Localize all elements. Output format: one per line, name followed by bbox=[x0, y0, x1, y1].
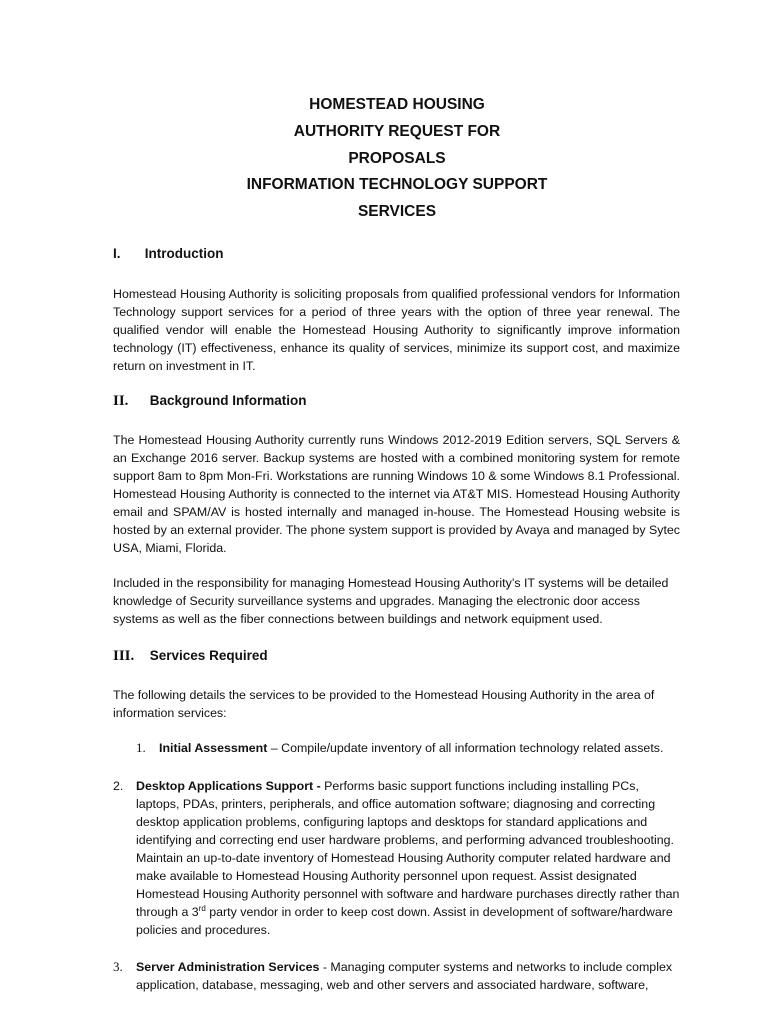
list-item-body bbox=[136, 777, 680, 939]
list-item-body bbox=[136, 958, 680, 994]
list-item bbox=[113, 777, 680, 939]
section-number: I. bbox=[113, 246, 121, 261]
background-paragraph-2: Included in the responsibility for managing Homestead Housing Authority’s IT systems will be detailed knowledge of Security surveillance systems and upgrades. Managing the electronic door access systems as well as the fiber connections between buildings and network equipment used. bbox=[113, 576, 669, 626]
list-item bbox=[136, 739, 696, 757]
list-item-title: Desktop Applications Support - bbox=[136, 779, 321, 793]
introduction-paragraph: Homestead Housing Authority is soliciting proposals from qualified professional vendors for Information Technology support services for a period of three years with the option of three year renewal. The qualified vendor will enable the Homestead Housing Authority to significantly improve information technology (IT) effectiveness, enhance its quality of services, minimize its support cost, and maximize return on investment in IT. bbox=[113, 287, 680, 373]
section-number: II. bbox=[113, 393, 129, 409]
list-item-title: Server Administration Services bbox=[136, 960, 320, 974]
section-title: Background Information bbox=[149, 393, 307, 408]
title-line-4: INFORMATION TECHNOLOGY SUPPORT bbox=[246, 176, 548, 194]
list-item bbox=[113, 958, 680, 994]
list-item-number: 2. bbox=[113, 779, 124, 793]
list-item-text: Performs basic support functions including installing PCs, laptops, PDAs, printers, peripherals, and office automation software; diagnosing and correcting desktop application problems, configuring laptops and desktops for standard applications and identifying and correcting end user hardware problems, and performing advanced troubleshooting. Maintain an up-to-date inventory of Homestead Housing Authority computer related hardware and make available to Homestead Housing Authority personnel upon request. Assist designated Homestead Housing Authority personnel with software and hardware purchases directly rather than through a 3 bbox=[136, 779, 680, 919]
list-item-text: - Managing computer systems and networks to include complex application, database, messaging, web and other servers and associated hardware, software, bbox=[136, 960, 673, 992]
title-line-2: AUTHORITY REQUEST FOR bbox=[293, 122, 501, 140]
section-heading-background bbox=[113, 393, 307, 410]
services-intro-paragraph: The following details the services to be provided to the Homestead Housing Authority in the area of information services: bbox=[113, 688, 655, 720]
list-item-text-continued: party vendor in order to keep cost down. Assist in development of software/hardware policies and procedures. bbox=[136, 905, 673, 937]
list-item-text: – Compile/update inventory of all information technology related assets. bbox=[267, 741, 664, 755]
superscript-ordinal: rd bbox=[198, 903, 206, 913]
list-item-number: 1. bbox=[136, 740, 146, 755]
section-number: III. bbox=[113, 648, 135, 664]
list-item-title: Initial Assessment bbox=[159, 741, 268, 755]
title-line-3: PROPOSALS bbox=[348, 149, 446, 167]
document-title bbox=[0, 92, 770, 226]
section-heading-introduction bbox=[113, 246, 224, 261]
section-title: Introduction bbox=[144, 246, 224, 261]
title-line-5: SERVICES bbox=[357, 203, 437, 221]
list-item-body bbox=[159, 739, 696, 757]
list-item-number: 3. bbox=[113, 959, 123, 974]
background-paragraph-1: The Homestead Housing Authority currently runs Windows 2012-2019 Edition servers, SQL Servers & an Exchange 2016 server. Backup systems are hosted with a combined monitoring system for remote support 8am to 8pm Mon-Fri. Workstations are running Windows 10 & some Windows 8.1 Professional. Homestead Housing Authority is connected to the internet via AT&T MIS. Homestead Housing Authority email and SPAM/AV is hosted internally and managed in-house. The Homestead Housing website is hosted by an external provider. The phone system support is provided by Avaya and managed by Sytec USA, Miami, Florida. bbox=[113, 433, 680, 555]
title-line-1: HOMESTEAD HOUSING bbox=[309, 96, 485, 113]
section-title: Services Required bbox=[149, 648, 268, 663]
section-heading-services bbox=[113, 648, 268, 665]
